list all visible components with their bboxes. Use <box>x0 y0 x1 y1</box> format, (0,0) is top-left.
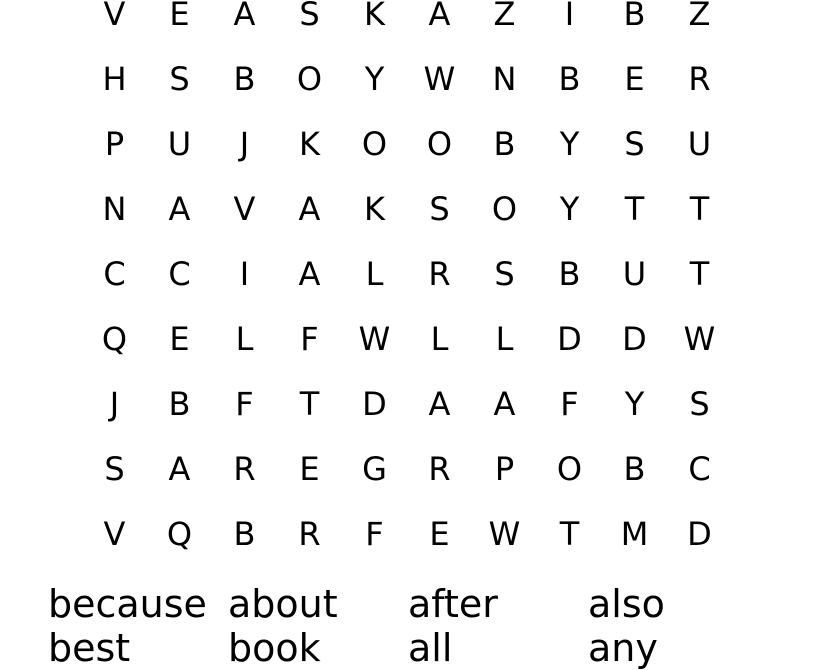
grid-letter-r4c4[interactable]: A <box>298 189 321 228</box>
grid-letter-r5c7[interactable]: S <box>494 254 515 293</box>
grid-letter-r1c2[interactable]: E <box>169 0 190 33</box>
grid-letter-r4c3[interactable]: V <box>233 189 256 228</box>
word-item-after: after <box>408 582 498 626</box>
grid-letter-r3c5[interactable]: O <box>361 124 388 163</box>
grid-letter-r1c4[interactable]: S <box>299 0 320 33</box>
grid-letter-r9c6[interactable]: E <box>429 514 450 553</box>
grid-letter-r4c6[interactable]: S <box>429 189 450 228</box>
grid-letter-r2c6[interactable]: W <box>423 59 456 98</box>
grid-letter-r5c5[interactable]: L <box>365 254 384 293</box>
grid-letter-r6c2[interactable]: E <box>169 319 190 358</box>
grid-letter-r8c1[interactable]: S <box>104 449 125 488</box>
grid-letter-r5c6[interactable]: R <box>428 254 451 293</box>
grid-letter-r5c3[interactable]: I <box>239 254 250 293</box>
grid-letter-r5c2[interactable]: C <box>168 254 191 293</box>
grid-letter-r3c2[interactable]: U <box>167 124 192 163</box>
grid-letter-r8c5[interactable]: G <box>362 449 387 488</box>
grid-letter-r4c1[interactable]: N <box>102 189 127 228</box>
grid-letter-r6c1[interactable]: Q <box>101 319 128 358</box>
grid-letter-r7c6[interactable]: A <box>428 384 451 423</box>
grid-letter-r6c6[interactable]: L <box>430 319 449 358</box>
grid-letter-r3c9[interactable]: S <box>624 124 645 163</box>
grid-letter-r2c10[interactable]: R <box>688 59 711 98</box>
grid-letter-r7c4[interactable]: T <box>299 384 320 423</box>
grid-letter-r6c10[interactable]: W <box>683 319 716 358</box>
grid-letter-r9c10[interactable]: D <box>687 514 712 553</box>
grid-letter-r5c10[interactable]: T <box>689 254 710 293</box>
grid-letter-r9c2[interactable]: Q <box>166 514 193 553</box>
grid-letter-r6c4[interactable]: F <box>300 319 319 358</box>
grid-letter-r7c5[interactable]: D <box>362 384 387 423</box>
grid-letter-r9c5[interactable]: F <box>365 514 384 553</box>
grid-letter-r8c4[interactable]: E <box>299 449 320 488</box>
grid-letter-r5c9[interactable]: U <box>622 254 647 293</box>
grid-letter-r2c5[interactable]: Y <box>364 59 385 98</box>
grid-letter-r6c3[interactable]: L <box>235 319 254 358</box>
letter-grid <box>82 0 732 566</box>
grid-letter-r2c2[interactable]: S <box>169 59 190 98</box>
grid-letter-r6c5[interactable]: W <box>358 319 391 358</box>
grid-letter-r9c3[interactable]: B <box>233 514 256 553</box>
grid-letter-r3c6[interactable]: O <box>426 124 453 163</box>
grid-letter-r6c8[interactable]: D <box>557 319 582 358</box>
grid-letter-r7c10[interactable]: S <box>689 384 710 423</box>
grid-letter-r4c10[interactable]: T <box>689 189 710 228</box>
grid-letter-r8c6[interactable]: R <box>428 449 451 488</box>
grid-letter-r1c9[interactable]: B <box>623 0 646 33</box>
grid-letter-r3c1[interactable]: P <box>104 124 125 163</box>
grid-letter-r2c7[interactable]: N <box>492 59 517 98</box>
grid-letter-r8c8[interactable]: O <box>556 449 583 488</box>
grid-letter-r4c8[interactable]: Y <box>559 189 580 228</box>
grid-letter-r9c4[interactable]: R <box>298 514 321 553</box>
grid-letter-r5c1[interactable]: C <box>103 254 126 293</box>
word-item-about: about <box>228 582 338 626</box>
grid-letter-r3c10[interactable]: U <box>687 124 712 163</box>
grid-letter-r5c4[interactable]: A <box>298 254 321 293</box>
word-item-all: all <box>408 626 453 670</box>
grid-letter-r2c4[interactable]: O <box>296 59 323 98</box>
grid-letter-r7c3[interactable]: F <box>235 384 254 423</box>
grid-letter-r6c7[interactable]: L <box>495 319 514 358</box>
grid-letter-r3c3[interactable]: J <box>239 124 250 163</box>
grid-letter-r2c3[interactable]: B <box>233 59 256 98</box>
grid-letter-r2c8[interactable]: B <box>558 59 581 98</box>
grid-letter-r6c9[interactable]: D <box>622 319 647 358</box>
grid-letter-r9c9[interactable]: M <box>620 514 649 553</box>
grid-letter-r1c10[interactable]: Z <box>688 0 711 33</box>
grid-letter-r4c7[interactable]: O <box>491 189 518 228</box>
grid-letter-r5c8[interactable]: B <box>558 254 581 293</box>
grid-letter-r7c7[interactable]: A <box>493 384 516 423</box>
word-list <box>48 582 768 670</box>
grid-letter-r8c2[interactable]: A <box>168 449 191 488</box>
grid-letter-r9c1[interactable]: V <box>103 514 126 553</box>
grid-letter-r4c5[interactable]: K <box>364 189 385 228</box>
grid-letter-r3c7[interactable]: B <box>493 124 516 163</box>
grid-letter-r4c2[interactable]: A <box>168 189 191 228</box>
grid-letter-r7c1[interactable]: J <box>109 384 120 423</box>
grid-letter-r3c4[interactable]: K <box>299 124 320 163</box>
grid-letter-r2c1[interactable]: H <box>102 59 127 98</box>
grid-letter-r9c7[interactable]: W <box>488 514 521 553</box>
grid-letter-r9c8[interactable]: T <box>559 514 580 553</box>
grid-letter-r1c5[interactable]: K <box>364 0 385 33</box>
grid-letter-r8c9[interactable]: B <box>623 449 646 488</box>
grid-letter-r8c3[interactable]: R <box>233 449 256 488</box>
grid-letter-r1c6[interactable]: A <box>428 0 451 33</box>
grid-letter-r8c7[interactable]: P <box>494 449 515 488</box>
word-item-best: best <box>48 626 131 670</box>
grid-letter-r7c9[interactable]: Y <box>624 384 645 423</box>
grid-letter-r7c8[interactable]: F <box>560 384 579 423</box>
word-item-book: book <box>228 626 321 670</box>
grid-letter-r1c8[interactable]: I <box>564 0 575 33</box>
grid-letter-r1c7[interactable]: Z <box>493 0 516 33</box>
word-item-also: also <box>588 582 665 626</box>
grid-letter-r4c9[interactable]: T <box>624 189 645 228</box>
grid-letter-r2c9[interactable]: E <box>624 59 645 98</box>
grid-letter-r1c1[interactable]: V <box>103 0 126 33</box>
grid-letter-r7c2[interactable]: B <box>168 384 191 423</box>
grid-letter-r3c8[interactable]: Y <box>559 124 580 163</box>
word-item-any: any <box>588 626 658 670</box>
grid-letter-r1c3[interactable]: A <box>233 0 256 33</box>
word-item-because: because <box>48 582 207 626</box>
grid-letter-r8c10[interactable]: C <box>688 449 711 488</box>
